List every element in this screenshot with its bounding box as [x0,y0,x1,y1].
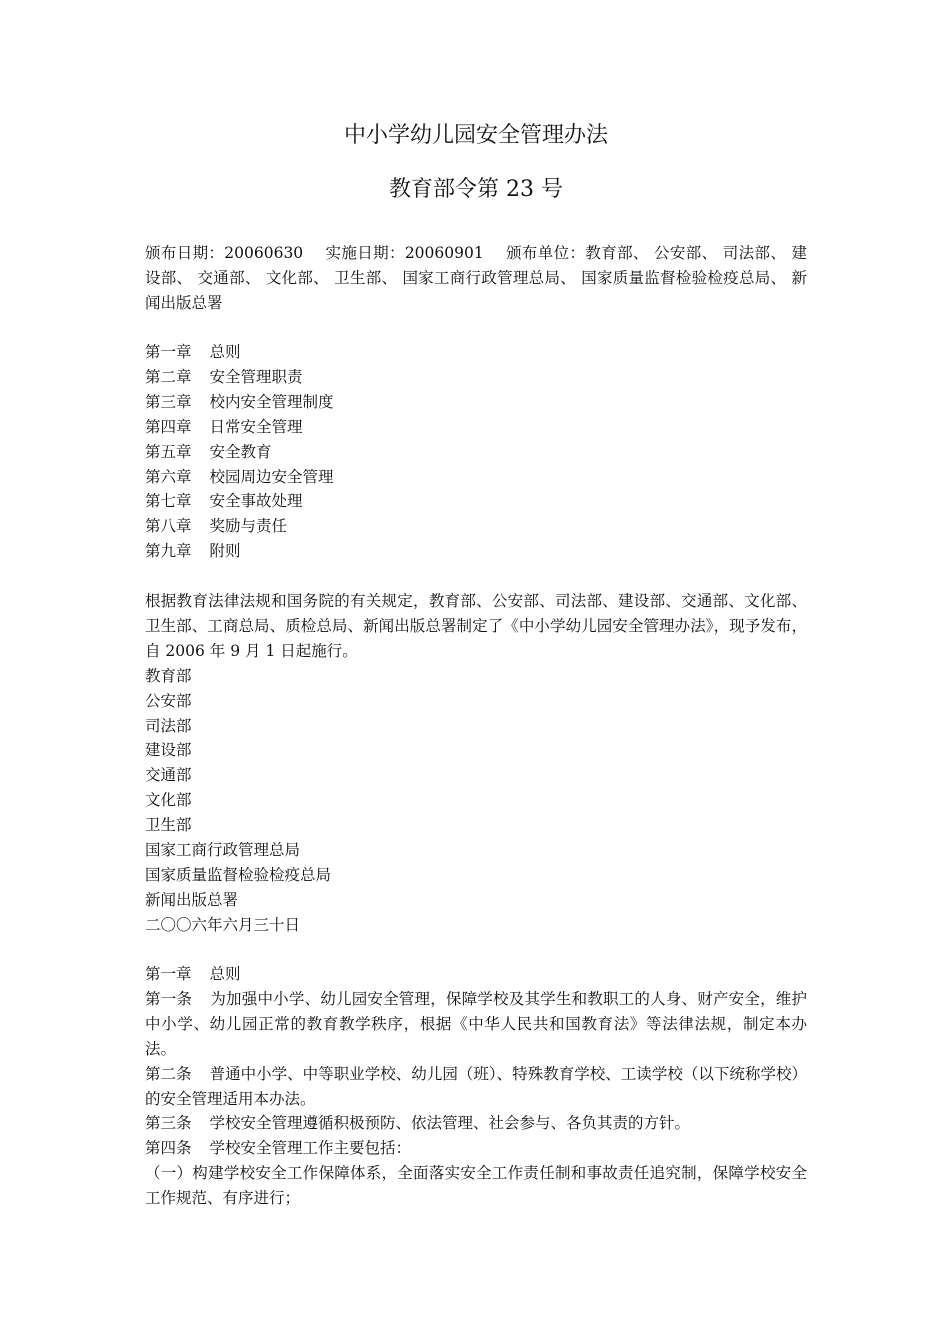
effective-date: 实施日期：20060901 [325,244,484,262]
signatory: 交通部 [145,766,192,785]
article-paragraph [145,1111,807,1136]
table-of-contents [145,340,807,564]
document-meta [145,241,807,316]
decree-date: 二〇〇六年六月三十日 [145,915,301,934]
decree-paragraph: 根据教育法律法规和国务院的有关规定，教育部、公安部、司法部、建设部、交通部、文化部、卫生部、工商总局、质检总局、新闻出版总署制定了《中小学幼儿园安全管理办法》，现予发布，自 2006 年 9 月 1 日起施行。 [145,592,807,660]
chapter-heading: 第一章 总则 [145,965,241,983]
article-number: 第三条 [145,1114,192,1133]
toc-item: 第二章 安全管理职责 [145,367,303,386]
signatory: 教育部 [145,666,192,685]
article-text: 普通中小学、中等职业学校、幼儿园（班）、特殊教育学校、工读学校（以下统称学校）的安全管理适用本办法。 [145,1064,807,1108]
decree-number: 教育部令第 23 号 [389,177,563,202]
decree-section [145,589,807,938]
signatory: 新闻出版总署 [145,890,239,909]
article-number: 第二条 [145,1064,192,1083]
toc-item: 第八章 奖励与责任 [145,517,288,536]
issuing-units: 颁布单位：教育部、 公安部、 司法部、 建设部、 交通部、 文化部、 卫生部、 国家工商行政管理总局、 国家质量监督检验检疫总局、 新闻出版总署 [145,244,807,312]
article-text: 学校安全管理工作主要包括： [209,1139,412,1158]
article-number: 第一条 [145,989,193,1008]
article-text: 学校安全管理遵循积极预防、依法管理、社会参与、各负其责的方针。 [209,1114,691,1133]
signatory: 建设部 [145,741,192,760]
chapter-one-section [145,962,807,1211]
toc-item: 第三章 校内安全管理制度 [145,392,334,411]
document-title: 中小学幼儿园安全管理办法 [343,123,608,148]
article-number: 第四条 [145,1139,192,1158]
signatory: 文化部 [145,791,192,810]
article-paragraph [145,987,807,1062]
toc-item: 第四章 日常安全管理 [145,417,303,436]
article-paragraph [145,1062,807,1112]
toc-item: 第九章 附则 [145,542,241,561]
toc-item: 第一章 总则 [145,343,241,361]
toc-item: 第七章 安全事故处理 [145,492,303,511]
toc-item: 第五章 安全教育 [145,442,272,461]
signatory: 司法部 [145,716,192,735]
article-paragraph [145,1136,807,1161]
toc-item: 第六章 校园周边安全管理 [145,467,334,486]
promulgation-date: 颁布日期：20060630 [145,244,304,262]
article-text: 为加强中小学、幼儿园安全管理，保障学校及其学生和教职工的人身、财产安全，维护中小学、幼儿园正常的教育教学秩序，根据《中华人民共和国教育法》等法律法规，制定本办法。 [145,989,807,1058]
signatory: 国家质量监督检验检疫总局 [145,865,332,884]
signatory: 国家工商行政管理总局 [145,841,301,860]
signatory: 卫生部 [145,816,192,835]
list-item: （一）构建学校安全工作保障体系，全面落实安全工作责任制和事故责任追究制，保障学校安全工作规范、有序进行； [145,1164,807,1208]
signatory: 公安部 [145,691,192,710]
